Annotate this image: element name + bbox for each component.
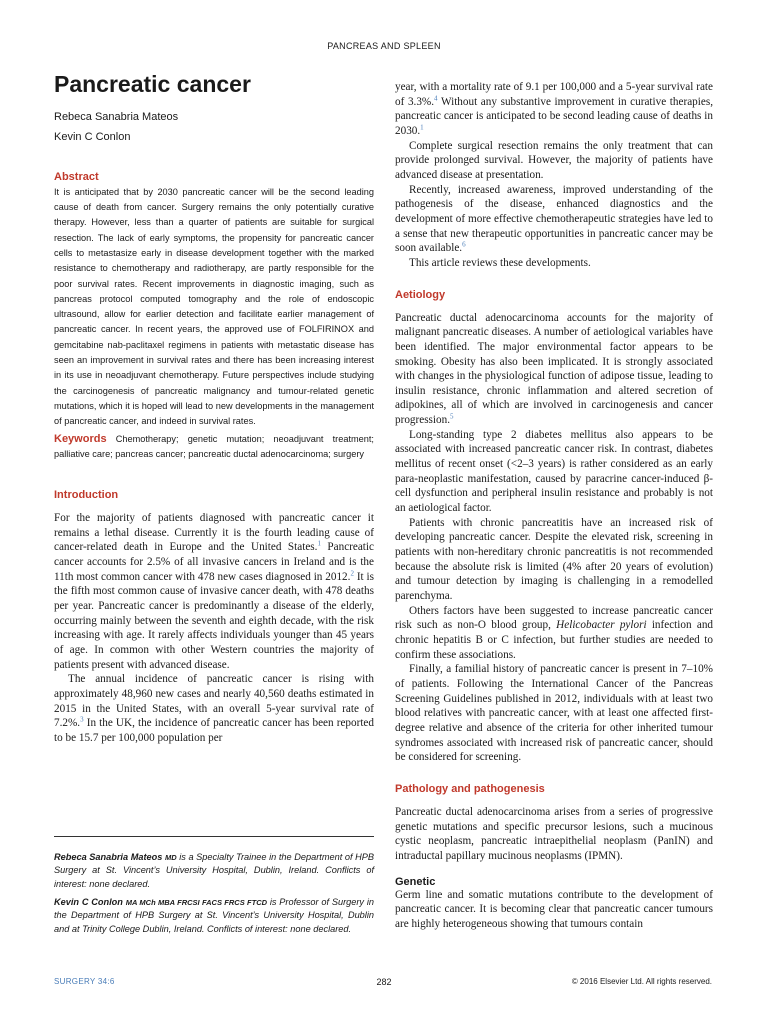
article-title: Pancreatic cancer (54, 71, 251, 97)
citation-ref[interactable]: 5 (450, 412, 454, 421)
copyright: © 2016 Elsevier Ltd. All rights reserved. (571, 977, 712, 986)
citation-ref[interactable]: 6 (462, 240, 466, 249)
aetiology-paragraph-4: Others factors have been suggested to increase pancreatic cancer risk such as non-O blood group, Helicobacter pylori infection and chronic hepatitis B or C infection, but further studies are needed to confirm these associations. (395, 604, 714, 661)
citation-ref[interactable]: 4 (434, 93, 438, 102)
abstract-text: It is anticipated that by 2030 pancreatic cancer will be the second leading cause of death from cancer. Surgery remains the only potentially curative therapy. However, less than a quarter of patients are suitable for surgical resection. The lack of early symptoms, the propensity for pancreatic cancer cells to metastasize early in disease development together with the marked resistance to chemotherapy and radiotherapy, are partly responsible for the poor survival rates. Recent improvements in diagnostic imaging, such as pancreas protocol computed tomography and the role of endoscopic ultrasound, allow for earlier detection and facilitate earlier management of pancreatic cancer. In recent years, the approved use of FOLFIRINOX and gemcitabine nab-paclitaxel regimens in patients with metastatic disease has seen an improvement in survival rates and there has been increasing interest in its use in neoadjuvant chemotherapy. Future perspectives include studying the carcinogenesis of pancreatic malignancy and tumour-related genetic mutations, which it is hoped will lead to new developments in the management of pancreatic cancer, and indeed in survival rates. (54, 186, 374, 427)
citation-ref[interactable]: 1 (420, 123, 424, 132)
genetic-paragraph-1: Germ line and somatic mutations contribute to the development of pancreatic cancer. It is becoming clear that pancreatic cancer tumours are highly heterogeneous showing that tumours contain (395, 888, 713, 930)
aetiology-paragraph-3: Patients with chronic pancreatitis have an increased risk of developing pancreatic cancer. Despite the elevated risk, screening in patients with non-hereditary chronic pancreatitis is not recommended because the absolute risk is limited (4% after 20 years of evolution) and tumour detection by imaging is challenging in a remodelled parenchyma. (395, 516, 713, 602)
surgery-paragraph: Complete surgical resection remains the only treatment that can provide prolonged survival. However, the majority of patients have advanced disease at presentation. (395, 139, 713, 181)
intro-paragraph-2: The annual incidence of pancreatic cancer is rising with approximately 48,960 new cases and nearly 40,560 deaths estimated in 2015 in the United States, with an overall 5-year survival rate of 7.2%.$^3$ In the UK, the incidence of pancreatic cancer has been reported to be 15.7 per 100,000 population per (54, 673, 374, 744)
aetiology-heading: Aetiology (395, 288, 446, 301)
keywords (54, 432, 374, 463)
keywords-text: Chemotherapy; genetic mutation; neoadjuvant treatment; palliative care; pancreas cancer; pancreatic ductal adenocarcinoma; surgery (54, 433, 374, 459)
right-column (395, 80, 713, 931)
aetiology-paragraph-2: Long-standing type 2 diabetes mellitus also appears to be associated with increased pancreatic cancer risk. In contrast, diabetes mellitus of recent onset (<2–3 years) is rather considered as an early para-neoplastic manifestation, caused by paracrine cancer-induced β-cell dysfunction and peripheral insulin resistance and probably is not an aetiological factor. (395, 428, 713, 515)
recent-paragraph: Recently, increased awareness, improved understanding of the pathogenesis of the disease, enhanced diagnostics and the development of more effective chemotherapeutic strategies have led to a sense that new therapeutic opportunities in pancreatic cancer may be soon available.$^6$ (395, 183, 713, 255)
page-number: 282 (376, 977, 392, 987)
aetiology-paragraph-5: Finally, a familial history of pancreatic cancer is present in 7–10% of patients. Following the International Cancer of the Pancreas Screening Guidelines published in 2012, individuals with at least two blood relatives with pancreatic cancer, with at least one affected first-degree relative and absence of the criteria for other inherited tumour syndromes associated with increased risk of pancreatic cancer, should be considered for screening. (395, 663, 713, 764)
footnote-divider (54, 836, 374, 837)
citation-ref[interactable]: 2 (350, 569, 354, 578)
genetic-heading: Genetic (395, 875, 436, 888)
journal-citation: SURGERY 34:6 (54, 977, 115, 986)
introduction-heading: Introduction (54, 489, 119, 502)
running-header: PANCREAS AND SPLEEN (327, 41, 441, 51)
author-1: Rebeca Sanabria Mateos (54, 111, 179, 124)
aetiology-paragraph-1: Pancreatic ductal adenocarcinoma accounts for the majority of malignant pancreatic diseases. A number of aetiological variables have been identified. The major environmental factor appears to be smoking. Obesity has also been implicated. It is strongly associated with changes in the physiological function of adipose tissue, leading to insulin resistance, chronic inflammation and altered secretion of adipokines, all of which are involved in carcinogenesis and cancer progression.$^5$ (395, 311, 713, 427)
intro-paragraph-1: For the majority of patients diagnosed with pancreatic cancer it remains a lethal disease. Currently it is the fourth leading cause of cancer-related death in Europe and the United States.$^1$ Pancreatic cancer accounts for 2.5% of all invasive cancers in Ireland and is the 11th most common cancer with 478 new cases diagnosed in 2012.$^2$ It is the fifth most common cause of invasive cancer death, with 478 deaths per year. Pancreatic cancer is predominantly a disease of the elderly, occurring mainly between the seventh and eighth decade, with the risk increasing with age. It rarely affects individuals younger than 45 years of age. In common with other Western countries the majority of patients present with advanced disease. (54, 512, 374, 671)
pathology-paragraph-1: Pancreatic ductal adenocarcinoma arises from a series of progressive genetic mutations and specific precursor lesions, such a mucinous cystic neoplasm, pancreatic intraepithelial neoplasm (PanIN) and intraductal papillary mucinous neoplasms (IPMN). (395, 805, 713, 862)
left-column (54, 72, 374, 746)
abstract-heading: Abstract (54, 170, 99, 183)
author-2: Kevin C Conlon (54, 131, 131, 144)
pathology-heading: Pathology and pathogenesis (395, 782, 545, 795)
author-bio-2: Kevin C Conlon MA MCh MBA FRCSI FACS FRCS FTCD is Professor of Surgery in the Department of HPB Surgery at St. Vincent’s University Hospital, Dublin and at Trinity College Dublin, Ireland. Conflicts of interest: none declared. (54, 897, 374, 934)
intro-continued: year, with a mortality rate of 9.1 per 100,000 and a 5-year survival rate of 3.3%.$^4$ Without any substantive improvement in curative therapies, pancreatic cancer is anticipated to be second leading cause of deaths in 2030.$^1$ (395, 81, 713, 137)
citation-ref[interactable]: 1 (317, 539, 321, 548)
citation-ref[interactable]: 3 (80, 715, 84, 724)
keywords-label: Keywords (54, 432, 107, 445)
review-paragraph: This article reviews these developments. (409, 256, 591, 269)
author-bio-1: Rebeca Sanabria Mateos MD is a Specialty Trainee in the Department of HPB Surgery at St. Vincent’s University Hospital, Dublin, Ireland. Conflicts of interest: none declared. (54, 852, 374, 889)
